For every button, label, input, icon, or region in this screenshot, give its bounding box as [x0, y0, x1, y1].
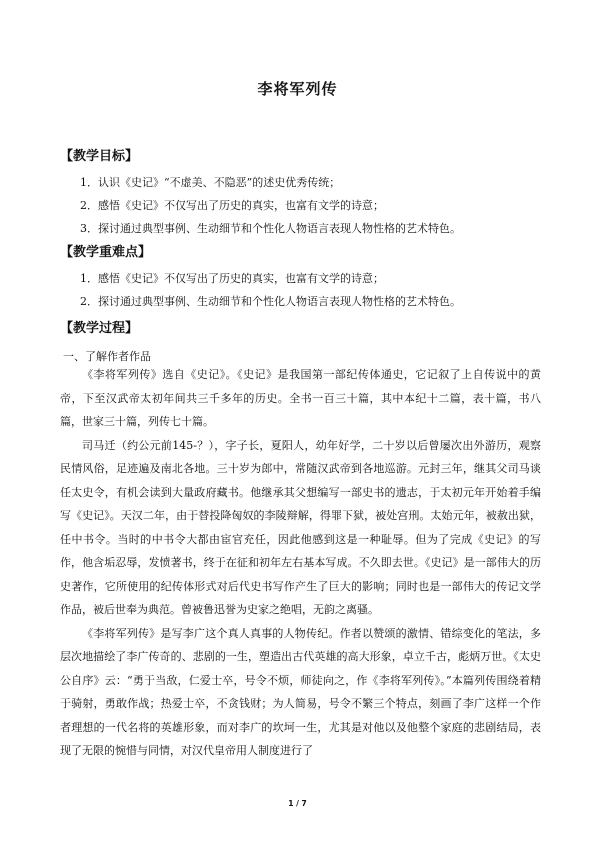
paragraph-intro: 《李将军列传》选自《史记》。《史记》是我国第一部纪传体通史，它记叙了上自传说中的黄帝，下至汉武帝太初年间共三千多年的历史。全书一百三十篇，其中本纪十二篇，表十篇，书八篇，世家三十篇，列传七十篇。	[60, 368, 541, 428]
paragraph-work: 《李将军列传》是写李广这个真人真事的人物传纪。作者以赞颂的激情、错综变化的笔法，多层次地描绘了李广传奇的、悲剧的一生，塑造出古代英雄的高大形象，卓立千古，彪炳万世。《太史公自序》云：“勇于当敌，仁爱士卒，号令不烦，师徒向之，作《李将军列传》。”本篇列传围绕着精于骑射，勇敢作战；热爱士卒，不贪钱财；为人简易，号令不繁三个特点，刻画了李广这样一个作者理想的一代名将的英雄形象，而对李广的坎坷一生，尤其是对他以及他整个家庭的悲剧结局，表现了无限的惋惜与同情，对汉代皇帝用人制度进行了	[60, 626, 541, 757]
body-text	[60, 363, 541, 763]
objective-item: 2．感悟《史记》不仅写出了历史的真实，也富有文学的诗意；	[80, 199, 384, 212]
process-subheading: 一、了解作者作品	[63, 350, 151, 363]
page-number: 1 / 7	[288, 799, 307, 808]
key-point-item: 2．探讨通过典型事例、生动细节和个性化人物语言表现人物性格的艺术特色。	[80, 295, 461, 308]
section-heading-key-points: 【教学重难点】	[60, 245, 152, 260]
key-point-item: 1．感悟《史记》不仅写出了历史的真实，也富有文学的诗意；	[80, 272, 384, 285]
paragraph-author: 司马迁（约公元前145-？），字子长，夏阳人，幼年好学，二十岁以后曾屡次出外游历，观察民情风俗，足迹遍及南北各地。三十岁为郎中，常随汉武帝到各地巡游。元封三年，继其父司马谈任太史令，有机会读到大量政府藏书。他继承其父想编写一部史书的遗志，于太初元年开始着手编写《史记》。天汉二年，由于替投降匈奴的李陵辩解，得罪下狱，被处宫刑。太始元年，被赦出狱，任中书令。当时的中书令大都由宦官充任，因此他感到这是一种耻辱。但为了完成《史记》的写作，他含垢忍辱，发愤著书，终于在征和初年左右基本写成。不久即去世。《史记》是一部伟大的历史著作，它所使用的纪传体形式对后代史书写作产生了巨大的影响；同时也是一部伟大的传记文学作品，被后世奉为典范。曾被鲁迅誉为史家之绝唱，无韵之离骚。	[60, 438, 541, 616]
objective-item: 1．认识《史记》“不虚美、不隐恶”的述史优秀传统；	[80, 176, 341, 189]
section-heading-process: 【教学过程】	[60, 321, 139, 336]
page-title: 李将军列传	[257, 80, 338, 98]
objective-item: 3．探讨通过典型事例、生动细节和个性化人物语言表现人物性格的艺术特色。	[80, 222, 461, 235]
section-heading-objectives: 【教学目标】	[60, 149, 139, 164]
